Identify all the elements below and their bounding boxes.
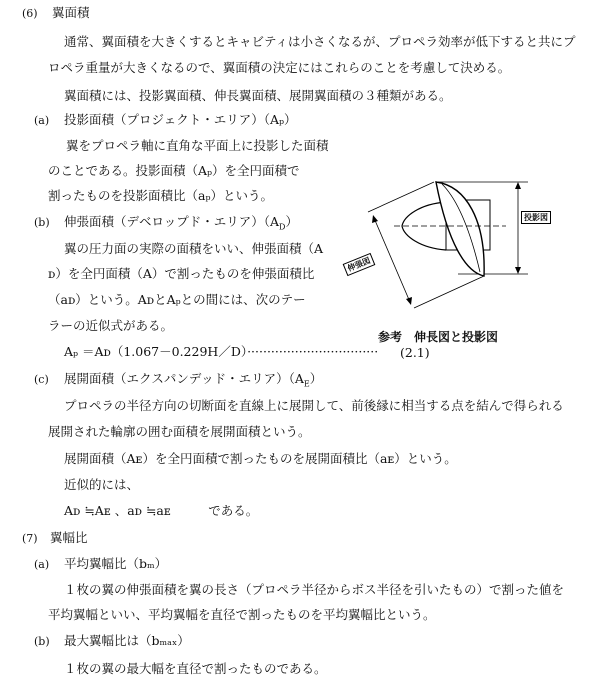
item-c-marker: (c) — [34, 373, 49, 386]
item-a-marker: (a) — [34, 558, 50, 571]
paragraph-line: 翼をプロペラ軸に直角な平面上に投影した面積 — [66, 138, 329, 153]
paragraph-line: 展開された輪廓の囲む面積を展開面積という。 — [48, 424, 311, 439]
paragraph-line: 通常、翼面積を大きくするとキャビティは小さくなるが、プロペラ効率が低下すると共にプ — [64, 34, 576, 49]
item-c-title: 展開面積（エクスパンデッド・エリア）$(A_E)$ — [64, 371, 323, 389]
paragraph-line: 翼の圧力面の実際の面積をいい、伸張面積（A — [64, 241, 324, 256]
item-b-marker: (b) — [34, 635, 50, 648]
item-a-marker: (a) — [34, 114, 50, 127]
paragraph-line: のことである。投影面積（Aₚ）を全円面積で — [48, 163, 300, 178]
figure-caption: 参考 伸長図と投影図 — [378, 330, 499, 344]
item-b-title: 伸張面積（デベロップド・エリア）$(A_D)$ — [64, 214, 298, 232]
paragraph-line: １枚の翼の最大幅を直径で割ったものである。 — [64, 661, 327, 676]
paragraph-line: 翼面積には、投影翼面積、伸長翼面積、展開翼面積の３種類がある。 — [64, 88, 452, 103]
section-7-title: 翼幅比 — [50, 530, 88, 545]
paragraph-line: ᴅ）を全円面積（A）で割ったものを伸張面積比 — [48, 266, 315, 281]
paragraph-line: ラーの近似式がある。 — [48, 318, 174, 333]
extension-label: 伸張図 — [343, 253, 376, 276]
paragraph-line: １枚の翼の伸張面積を翼の長さ（プロペラ半径からボス半径を引いたもの）で割った値を — [64, 582, 565, 597]
section-6-title: 翼面積 — [52, 5, 90, 20]
section-6-number: (6) — [22, 7, 38, 20]
paragraph-line: ロペラ重量が大きくなるので、翼面積の決定にはこれらのことを考慮して決める。 — [48, 60, 511, 75]
item-a-title: 投影面積（プロジェクト・エリア）（Aₚ） — [64, 112, 297, 127]
paragraph-line: （aᴅ）という。AᴅとAₚとの間には、次のテー — [48, 292, 306, 307]
paragraph-line: 割ったものを投影面積比（aₚ）という。 — [48, 188, 273, 203]
section-7-number: (7) — [22, 532, 38, 545]
propeller-blade-figure — [338, 172, 534, 324]
item-b-title: 最大翼幅比は（bₘₐₓ） — [64, 633, 190, 648]
paragraph-line: プロペラの半径方向の切断面を直線上に展開して、前後縁に相当する点を結んで得られる — [64, 398, 564, 413]
item-a-title: 平均翼幅比（bₘ） — [64, 556, 168, 571]
paragraph-line: 近似的には、 — [64, 477, 140, 492]
item-b-marker: (b) — [34, 216, 50, 229]
paragraph-line: 展開面積（Aᴇ）を全円面積で割ったものを展開面積比（aᴇ）という。 — [64, 451, 457, 466]
formula-number: (2.1) — [400, 345, 430, 360]
paragraph-line: 平均翼幅といい、平均翼幅を直径で割ったものを平均翼幅比という。 — [48, 607, 436, 622]
projection-label: 投影図 — [521, 211, 551, 224]
formula: Aₚ ＝Aᴅ（1.067－0.229H／D）································· — [64, 344, 379, 359]
approximation: Aᴅ ≒Aᴇ 、aᴅ ≒aᴇ である。 — [64, 503, 259, 518]
